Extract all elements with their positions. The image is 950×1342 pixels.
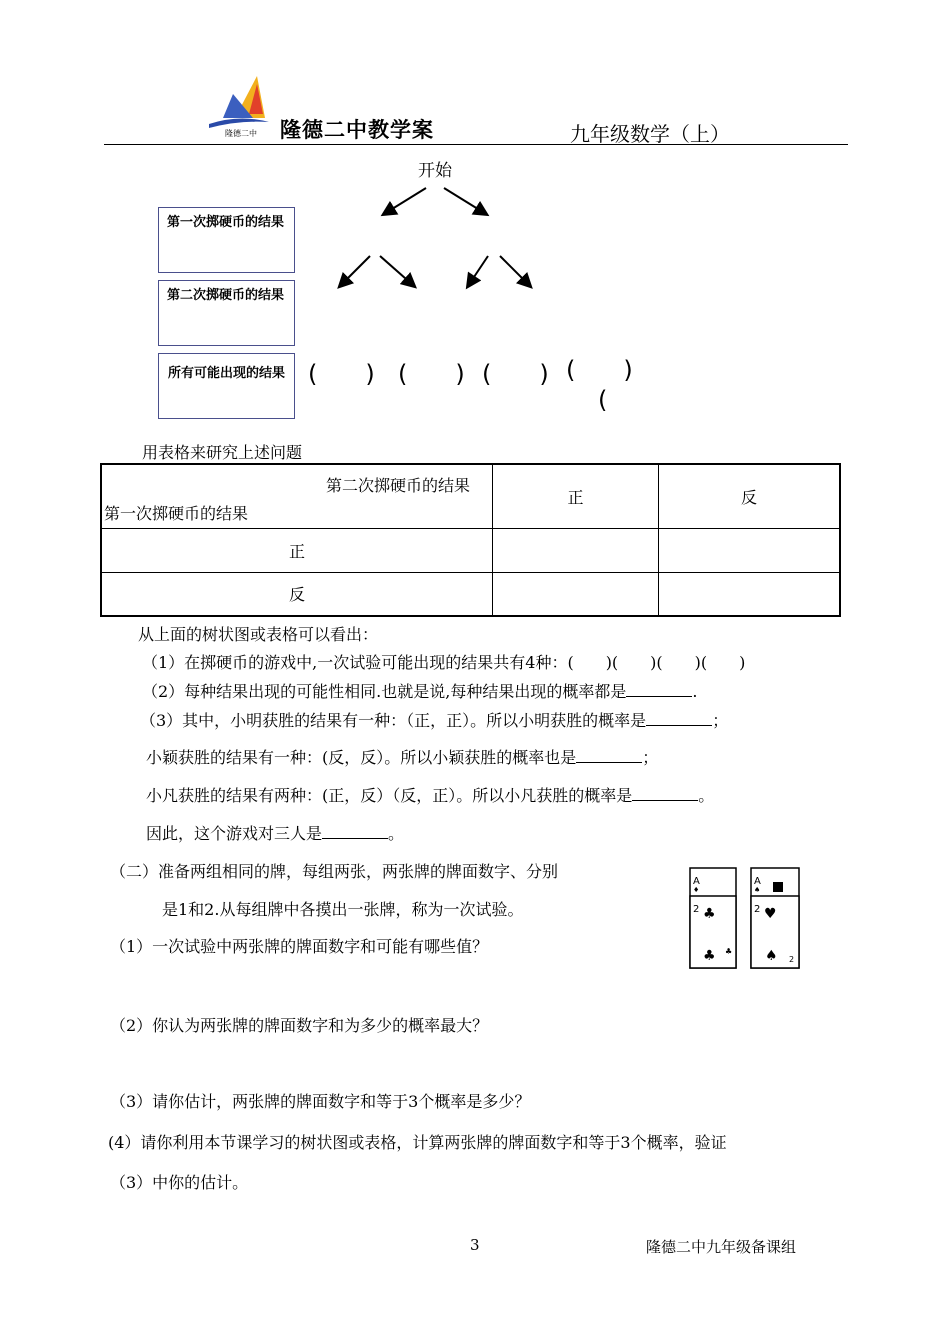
school-title: 隆德二中教学案 bbox=[280, 118, 434, 142]
arrow-1-right bbox=[444, 188, 486, 214]
card-question-2: （2）你认为两张牌的牌面数字和为多少的概率最大？ bbox=[110, 1016, 489, 1035]
row-head-heads: 正 bbox=[101, 528, 493, 572]
table-cell bbox=[493, 572, 659, 616]
tree-row2-label: 第二次掷硬币的结果 bbox=[158, 280, 295, 346]
arrow-1-left bbox=[384, 188, 426, 214]
tree-start-label: 开始 bbox=[418, 161, 452, 181]
card-question-4: (4）请你利用本节课学习的树状图或表格，计算两张牌的牌面数字和等于3个概率，验证 bbox=[108, 1133, 727, 1152]
paren-group-4: ( ) bbox=[566, 356, 633, 384]
right-two-rank: 2 bbox=[754, 904, 761, 915]
tree-row1-label: 第一次掷硬币的结果 bbox=[158, 207, 295, 273]
spade-icon: ♠ bbox=[765, 948, 778, 964]
header-divider bbox=[104, 144, 848, 145]
table-diagonal-header bbox=[101, 464, 493, 528]
coin-table bbox=[100, 463, 841, 617]
page-number: 3 bbox=[470, 1236, 480, 1254]
table-cell bbox=[659, 528, 841, 572]
club-icon: ♣ bbox=[703, 948, 716, 964]
paren-group-2: ( ) bbox=[398, 360, 465, 388]
question-3: （3）其中，小明获胜的结果有一种：（正，正）。所以小明获胜的概率是 ； bbox=[140, 711, 729, 730]
left-ace-rank: A bbox=[693, 876, 700, 887]
arrow-2d bbox=[500, 256, 530, 286]
footer-group: 隆德二中九年级备课组 bbox=[646, 1238, 797, 1256]
col-head-tails: 反 bbox=[659, 464, 841, 528]
question-1: （1）在掷硬币的游戏中,一次试验可能出现的结果共有4种：( )( )( )( ) bbox=[142, 653, 746, 672]
header-second-toss: 第二次掷硬币的结果 bbox=[325, 476, 470, 495]
conclusion-intro: 从上面的树状图或表格可以看出： bbox=[138, 625, 379, 644]
paren-group-5: ( bbox=[598, 386, 608, 414]
answer-blank bbox=[626, 696, 692, 697]
fairness-line: 因此，这个游戏对三人是 。 bbox=[146, 824, 405, 843]
question-2: （2）每种结果出现的可能性相同.也就是说,每种结果出现的概率都是 . bbox=[142, 682, 698, 701]
arrow-2c bbox=[468, 256, 488, 286]
svg-text:2: 2 bbox=[789, 955, 795, 964]
header-first-toss: 第一次掷硬币的结果 bbox=[104, 504, 249, 523]
card-question-1: （1）一次试验中两张牌的牌面数字和可能有哪些值？ bbox=[110, 937, 489, 956]
subject-title: 九年级数学（上） bbox=[570, 122, 730, 146]
answer-blank bbox=[646, 725, 712, 726]
section-two-intro: （二）准备两组相同的牌，每组两张，两张牌的牌面数字、分别 bbox=[110, 862, 559, 881]
svg-text:♣: ♣ bbox=[725, 947, 733, 956]
school-logo bbox=[205, 74, 273, 138]
svg-text:♠: ♠ bbox=[754, 886, 761, 894]
table-cell bbox=[493, 528, 659, 572]
tree-arrows bbox=[320, 178, 540, 298]
answer-blank bbox=[632, 800, 698, 801]
arrow-2a bbox=[340, 256, 370, 286]
answer-blank bbox=[576, 762, 642, 763]
arrow-2b bbox=[380, 256, 414, 286]
right-ace-rank: A bbox=[754, 876, 761, 887]
table-cell bbox=[659, 572, 841, 616]
paren-group-3: ( ) bbox=[482, 360, 549, 388]
playing-cards-illustration bbox=[689, 866, 803, 970]
left-two-rank: 2 bbox=[693, 904, 700, 915]
logo-text: 隆德二中 bbox=[225, 129, 257, 138]
card-question-4-cont: （3）中你的估计。 bbox=[110, 1173, 249, 1192]
xiaoying-line: 小颖获胜的结果有一种：(反，反）。所以小颖获胜的概率也是 ； bbox=[146, 748, 659, 767]
paren-group-1: ( ) bbox=[308, 360, 375, 388]
tree-row3-label: 所有可能出现的结果 bbox=[158, 353, 295, 419]
section-two-intro-cont: 是1和2.从每组牌中各摸出一张牌，称为一次试验。 bbox=[162, 900, 524, 919]
card-question-3: （3）请你估计，两张牌的牌面数字和等于3个概率是多少？ bbox=[110, 1092, 531, 1111]
col-head-heads: 正 bbox=[493, 464, 659, 528]
xiaofan-line: 小凡获胜的结果有两种：(正，反）（反，正）。所以小凡获胜的概率是 。 bbox=[146, 786, 715, 805]
answer-blank bbox=[322, 838, 388, 839]
spade-icon: ♥ bbox=[764, 906, 777, 922]
row-head-tails: 反 bbox=[101, 572, 493, 616]
club-icon: ♣ bbox=[703, 906, 716, 922]
svg-text:♦: ♦ bbox=[693, 886, 700, 894]
table-intro: 用表格来研究上述问题 bbox=[142, 443, 303, 462]
